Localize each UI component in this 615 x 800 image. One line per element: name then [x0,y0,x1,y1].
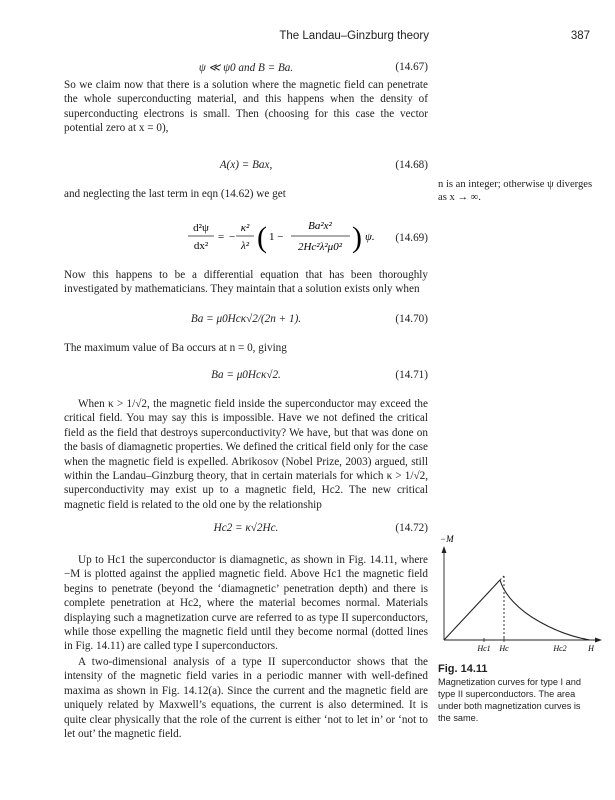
type2-linear-segment [444,580,500,640]
figure-title: Fig. 14.11 [438,663,488,675]
page-number: 387 [570,30,590,42]
equation-body: Ba = μ0Hcκ√2/(2n + 1). [190,313,302,325]
paragraph-6: Up to Hc1 the superconductor is diamagnetic, as shown in Fig. 14.11, where −M is plotted against the applied magnetic field. Above Hc1 the magnetic field begins to penetrate (beyond the ‘diamagnetic’ penetration depth) and there is complete penetration at Hc2, where the material becomes normal. Materials displaying such a magnetization curve are referred to as type II superconductors, while those expelling the magnetic field until they become normal (dotted lines in Fig. 14.11) are called type I superconductors. [64,554,428,653]
equation-14-69-svg [64,216,428,264]
equation-14-70 [64,313,428,329]
equation-number: (14.69) [395,232,428,244]
equation-number: (14.71) [395,369,428,381]
running-header-title: The Landau–Ginzburg theory [279,30,429,42]
paragraph-1: So we claim now that there is a solution where the magnetic field can penetrate the whole superconducting material, and this happens when the density of superconducting electrons is small. Then (choosing for this case the vector potential zero at x = 0), [64,79,428,135]
x-axis-arrow [595,638,602,643]
b-denominator: 2Hc²λ²μ0² [297,241,343,253]
equation-body: ψ ≪ ψ0 and B = Ba. [198,62,294,74]
paragraph-4: The maximum value of Ba occurs at n = 0, giving [64,342,287,354]
y-axis-arrow [442,546,447,553]
figure-caption-text: Magnetization curves for type I and type II superconductors. The area under both magnetization curves is the same. [438,677,581,724]
equation-14-71 [64,369,428,385]
figure-caption [438,663,593,724]
x-label-hc2: Hc2 [553,644,567,653]
equation-number: (14.68) [395,159,428,171]
left-paren: ( [257,221,267,254]
paragraph-7: A two-dimensional analysis of a type II superconductor shows that the intensity of the magnetic field varies in a periodic manner with well-defined maxima as shown in Fig. 14.12(a). Since the current and the magnetic field are uniquely related by Maxwell’s equations, the current is also determined. It is quite clear physically that the role of the current is either ‘not to let in’ or ‘not to let out’ the magnetic field. [64,656,428,741]
type1-dotted-slope [500,576,504,580]
x-label-hc1: Hc1 [477,644,491,653]
lhs-numerator: d²ψ [193,222,209,234]
psi-tail: ψ. [365,231,375,243]
b-numerator: Ba²x² [308,220,332,232]
equation-body: Hc2 = κ√2Hc. [213,522,279,534]
lhs-denominator: dx² [193,240,209,252]
minus-sign: − [229,231,236,243]
paragraph-5: When κ > 1/√2, the magnetic field inside the superconductor may exceed the critical field. You may say this is impossible. Have we not defined the critical field as the field that destroys superconductivity? We have, but that was done on the basis of diamagnetic properties. We defined the critical field only for the case when the magnetic field is expelled. Abrikosov (Nobel Prize, 2003) argued, still within the Landau–Ginzburg theory, that in certain materials for which κ > 1/√2, superconductivity may exist up to a magnetic field, Hc2. The new critical magnetic field is related to the old one by the relationship [64,398,428,511]
margin-note: n is an integer; otherwise ψ diverges as x → ∞. [438,179,593,204]
right-paren: ) [352,221,362,254]
equation-14-67 [64,61,428,77]
y-axis-label: −M [440,534,454,544]
equals-sign: = [218,231,225,243]
equation-14-72 [64,522,428,538]
equation-14-68 [64,159,428,175]
x-label-h: H [588,644,594,653]
paragraph-3: Now this happens to be a differential equation that has been thoroughly investigated by mathematicians. They maintain that a solution exists only when [64,269,428,296]
kappa-numerator: κ² [240,222,250,234]
equation-number: (14.67) [395,61,428,73]
type2-decay-curve [500,580,590,640]
equation-body: Ba = μ0Hcκ√2. [211,369,281,381]
lambda-denominator: λ² [240,240,250,252]
x-label-hc: Hc [499,644,509,653]
paragraph-2: and neglecting the last term in eqn (14.62) we get [64,188,286,200]
equation-number: (14.72) [395,522,428,534]
equation-14-69 [64,216,428,264]
equation-body: A(x) = Bax, [219,159,273,171]
one-minus: 1 − [269,231,284,243]
equation-number: (14.70) [395,313,428,325]
figure-14-11 [436,530,606,658]
